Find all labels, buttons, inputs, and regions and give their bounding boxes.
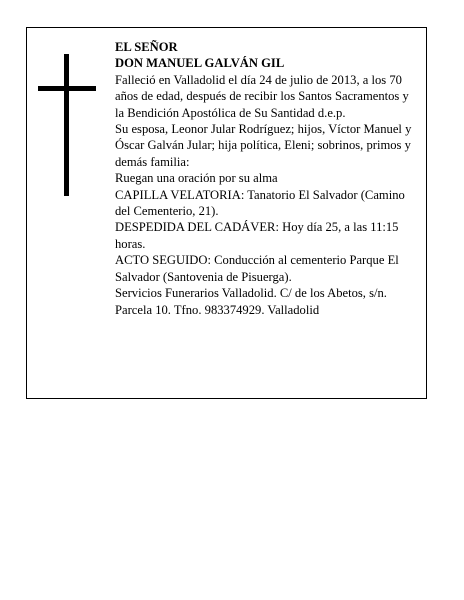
farewell-info: DESPEDIDA DEL CADÁVER: Hoy día 25, a las 11:15 horas. [115, 220, 399, 251]
cross-vertical-bar [64, 54, 69, 196]
cross-icon [38, 54, 96, 196]
title-line-2: DON MANUEL GALVÁN GIL [115, 56, 285, 71]
funeral-services-info: Servicios Funerarios Valladolid. C/ de los Abetos, s/n. Parcela 10. Tfno. 983374929. Valladolid [115, 286, 387, 317]
family-list: Su esposa, Leonor Jular Rodríguez; hijos, Víctor Manuel y Óscar Galván Jular; hija política, Eleni; sobrinos, primos y demás familia: [115, 122, 412, 169]
notice-text [115, 39, 417, 318]
chapel-info: CAPILLA VELATORIA: Tanatorio El Salvador (Camino del Cementerio, 21). [115, 187, 405, 219]
death-announcement: Falleció en Valladolid el día 24 de julio de 2013, a los 70 años de edad, después de recibir los Santos Sacramentos y la Bendición Apostólica de Su Santidad d.e.p. [115, 72, 409, 120]
title-line-1: EL SEÑOR [115, 40, 178, 54]
prayer-request: Ruegan una oración por su alma [115, 171, 278, 186]
cross-horizontal-bar [38, 86, 96, 91]
procession-info: ACTO SEGUIDO: Conducción al cementerio Parque El Salvador (Santovenia de Pisuerga). [115, 253, 399, 284]
